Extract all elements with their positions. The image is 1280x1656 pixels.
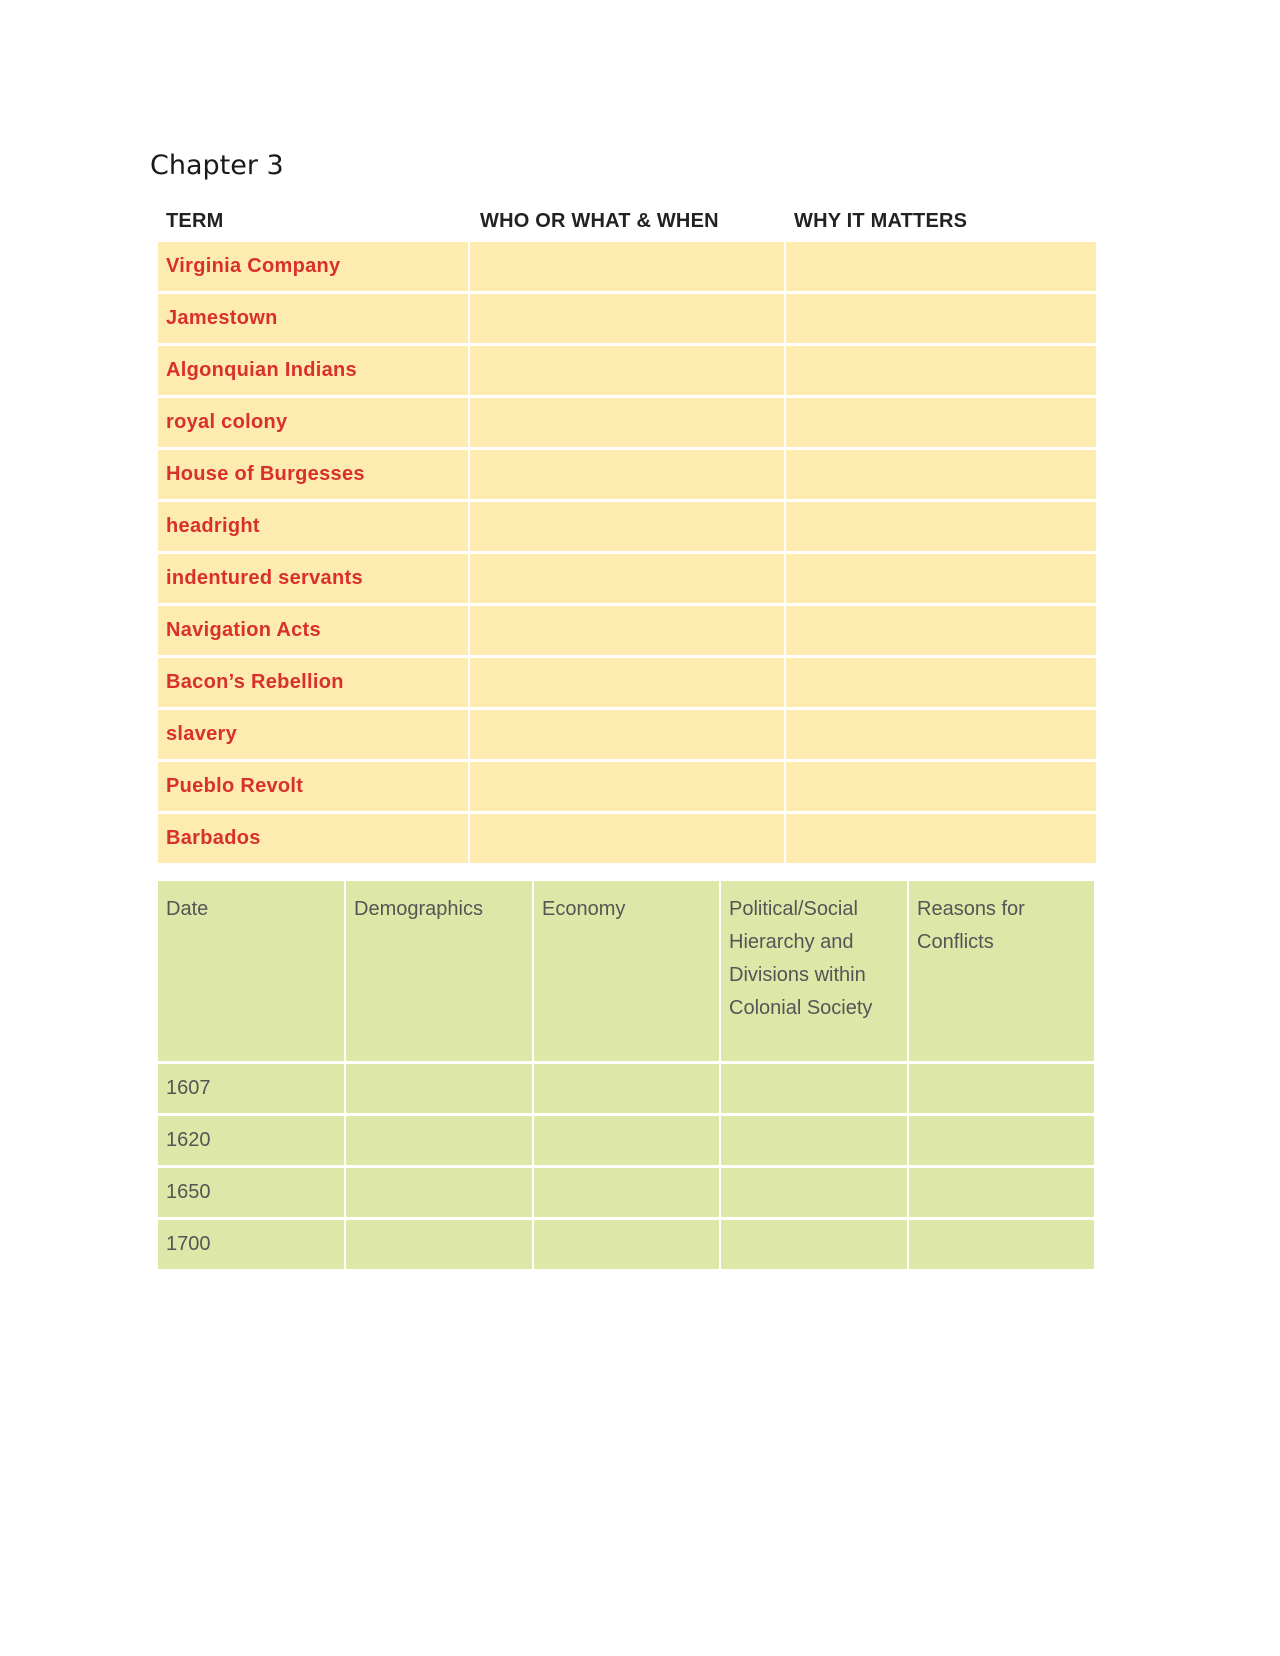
column-header-economy: Economy	[534, 881, 719, 1061]
table-row	[158, 450, 1096, 499]
reasons-for-conflicts-cell[interactable]	[909, 1168, 1094, 1217]
economy-cell[interactable]	[534, 1116, 719, 1165]
term-cell: indentured servants	[158, 554, 468, 603]
who-what-when-cell[interactable]	[470, 346, 784, 395]
term-cell: Jamestown	[158, 294, 468, 343]
column-header-date: Date	[158, 881, 344, 1061]
term-cell: House of Burgesses	[158, 450, 468, 499]
reasons-for-conflicts-cell[interactable]	[909, 1116, 1094, 1165]
page-title: Chapter 3	[150, 150, 284, 181]
who-what-when-cell[interactable]	[470, 450, 784, 499]
term-cell: Pueblo Revolt	[158, 762, 468, 811]
demographics-cell[interactable]	[346, 1168, 532, 1217]
demographics-cell[interactable]	[346, 1116, 532, 1165]
demographics-cell[interactable]	[346, 1064, 532, 1113]
terms-table-body	[158, 242, 1096, 863]
term-cell: slavery	[158, 710, 468, 759]
why-it-matters-cell[interactable]	[786, 710, 1096, 759]
demographics-cell[interactable]	[346, 1220, 532, 1269]
why-it-matters-cell[interactable]	[786, 346, 1096, 395]
table-row	[158, 658, 1096, 707]
table-row	[158, 398, 1096, 447]
political-social-cell[interactable]	[721, 1116, 907, 1165]
who-what-when-cell[interactable]	[470, 398, 784, 447]
who-what-when-cell[interactable]	[470, 606, 784, 655]
term-cell: Algonquian Indians	[158, 346, 468, 395]
table-row	[158, 710, 1096, 759]
economy-cell[interactable]	[534, 1064, 719, 1113]
term-cell: headright	[158, 502, 468, 551]
term-cell: Navigation Acts	[158, 606, 468, 655]
table-row	[158, 1168, 1096, 1217]
political-social-cell[interactable]	[721, 1064, 907, 1113]
who-what-when-cell[interactable]	[470, 242, 784, 291]
timeline-table-header	[158, 881, 1096, 1061]
term-cell: Barbados	[158, 814, 468, 863]
table-row	[158, 346, 1096, 395]
why-it-matters-cell[interactable]	[786, 658, 1096, 707]
who-what-when-cell[interactable]	[470, 554, 784, 603]
who-what-when-cell[interactable]	[470, 658, 784, 707]
who-what-when-cell[interactable]	[470, 710, 784, 759]
date-cell: 1620	[158, 1116, 344, 1165]
why-it-matters-cell[interactable]	[786, 398, 1096, 447]
who-what-when-cell[interactable]	[470, 502, 784, 551]
table-row	[158, 606, 1096, 655]
timeline-table	[158, 881, 1096, 1272]
who-what-when-cell[interactable]	[470, 762, 784, 811]
table-row	[158, 242, 1096, 291]
why-it-matters-cell[interactable]	[786, 554, 1096, 603]
table-row	[158, 502, 1096, 551]
why-it-matters-cell[interactable]	[786, 606, 1096, 655]
date-cell: 1607	[158, 1064, 344, 1113]
who-what-when-cell[interactable]	[470, 294, 784, 343]
economy-cell[interactable]	[534, 1168, 719, 1217]
table-row	[158, 1116, 1096, 1165]
term-cell: Bacon’s Rebellion	[158, 658, 468, 707]
column-header-demographics: Demographics	[346, 881, 532, 1061]
table-row	[158, 294, 1096, 343]
table-row	[158, 762, 1096, 811]
political-social-cell[interactable]	[721, 1168, 907, 1217]
table-row	[158, 814, 1096, 863]
term-cell: Virginia Company	[158, 242, 468, 291]
why-it-matters-cell[interactable]	[786, 814, 1096, 863]
why-it-matters-cell[interactable]	[786, 762, 1096, 811]
why-it-matters-cell[interactable]	[786, 294, 1096, 343]
column-header-political-social: Political/Social Hierarchy and Divisions within Colonial Society	[721, 881, 907, 1061]
economy-cell[interactable]	[534, 1220, 719, 1269]
table-row	[158, 554, 1096, 603]
column-header-reasons-for-conflicts: Reasons for Conflicts	[909, 881, 1094, 1061]
column-header-why-it-matters: WHY IT MATTERS	[794, 209, 968, 232]
terms-table-header	[158, 200, 1096, 242]
political-social-cell[interactable]	[721, 1220, 907, 1269]
terms-table	[158, 200, 1096, 866]
who-what-when-cell[interactable]	[470, 814, 784, 863]
column-header-who-what-when: WHO OR WHAT & WHEN	[480, 209, 719, 232]
why-it-matters-cell[interactable]	[786, 502, 1096, 551]
reasons-for-conflicts-cell[interactable]	[909, 1064, 1094, 1113]
table-row	[158, 1064, 1096, 1113]
why-it-matters-cell[interactable]	[786, 450, 1096, 499]
reasons-for-conflicts-cell[interactable]	[909, 1220, 1094, 1269]
table-row	[158, 1220, 1096, 1269]
term-cell: royal colony	[158, 398, 468, 447]
column-header-term: TERM	[166, 209, 224, 232]
date-cell: 1650	[158, 1168, 344, 1217]
date-cell: 1700	[158, 1220, 344, 1269]
why-it-matters-cell[interactable]	[786, 242, 1096, 291]
